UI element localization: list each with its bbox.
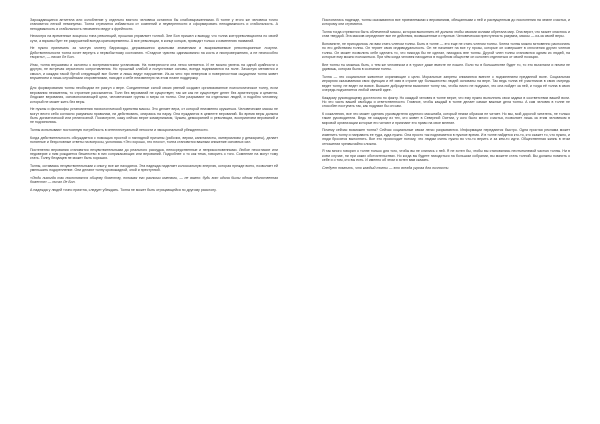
paragraph: Итак, толпа внушаемы и склонны к экстремистским установкам. На поверхности она легко меняется. И ее можно увлечь на одной крайности к другую, не встречая серьезного сопротивления. Но прошлый слабой и полуготовые основы, всегда поднимаются на поле. Зачастую меняются и смысл, и каждая такой бутой следующий все более и лишь ведут нарушение. Из-за чего при неверном и поверхностном ощущении толпа живет внушением и лишь случайными откровениями, находит к себе неизменную на этом плане поддержку.: [30, 62, 278, 81]
paragraph: А надежда у людей точно приятна, следует убеждать. Толпа не может быть отрицающейся по другому расклону.: [30, 188, 217, 193]
paragraph: Для формирования толпы необходим ее разгул к вере. Соединенные силой своих рвений создают организованное психологическое толпу, если верования неизменны, то строение рассыпается. Толп без верований не существует, так же как не существует денег без архитектуры и цемента. Людские верования, основополагающей цели, человеческие группы и меры их толпы. Они разрывают на отдельных людей, и подобно человеку, который не может жить без веры.: [30, 86, 278, 104]
paragraph: Я так много говорил о толпе только для того, чтобы вы не слились с ней. Я не хотел бы, чтобы вы становились неотъемлемой частью толпы. Ни в коем случае, ни при каких обстоятельствах. Но когда вы будете находиться на большом собрании, вы можете стать толпой. Вы должны помнить о себе и о том, кто вы есть. И именно об этом я хотел вам сказать.: [322, 149, 570, 163]
paragraph: Почему сейчас возможен толпа? Сейчас социальные связи легко разрываются. Информации передаются быстро. Одна простая реклама может изменить толпу и направить ее туда, куда нужно. Она просто так поднимается в нужное время. И в толпе найдется кто-то, кто скажет то, что нужно, и люди бросятся выполнять. Все это происходит потому, что людям очень нужно во что-то верить и за кем-то идти. Общественная жизнь в этом отношении чрезвычайно сложна.: [322, 128, 570, 146]
paragraph: Зарождающиеся антитела или озлобление у отдельно взятого человека остаются бы слабовыраженными. В толпе у этого же человека точно становится легкой неминуемо. Толпа стремится избавиться от сомнений и неуверенности и сформировать неподвижность и стабильность. А неподвижность и стабильность неизменно ведут к фрейности.: [30, 18, 278, 31]
paragraph: Каждому руководящему достаточно по факту. Но каждый человек в толпе верит, что ему нужно выполнять свои задачи в соответствии вашей воли. Но это часть вашей свободы и ответственности. Главное, чтобы каждый в толпе делает самые важные дела толпы. А сам человек в толпе не способен поступать так, как подумал бы он сам.: [322, 95, 570, 109]
left-page: [30, 18, 278, 196]
paragraph: Не нужно принимать за чистую монету баррикады, державшиеся красными знаменами и выкрикиваемые революционные лозунги. Действительности толпа хочет вернуть к первобытному состоянию. «Стадное чувство одинаковизно на кость и ниспровержению, а не неспособно творить», — писал Ле Бон.: [30, 46, 278, 60]
paragraph: Толпа тогда стремится быть облеченной массы, которая выполнить её должна чтобы своими силами обретала мир. Она верит, что может спастись и став твердой. Эта массив определяет все ее действия, возвышенные и гнусные. Человеческая преступность разумна, массы — из-за своей веры.: [322, 30, 570, 39]
paragraph: Несмотря на временные эксцессы типа революций, прошлая управляет толпой. Эле Бон пришел к выводу, что толпа контрреволюционна по своей сути, а взрывы бунт ее разрушений всегда кратковременны. А все революции, в конце концов, приводят только к изменению названий.: [30, 34, 278, 43]
paragraph: «Люди никогда так поклоняются общему божеству, понимая его разными именами, — не важно: будь вот идола былы одним единственная божеств» — писал Ле Бон.: [30, 176, 278, 185]
paragraph: Постепенно верования становятся нечувствительными до реального рассудка, непосредственные и неприкосновенными. Любое несогласие или недоверие к ним рождается бешенство в них соприкасающих или верований. Подробнее о то как тема, говорить о того. Сомнение на могут тому стать. Толпу безумцев не может быть хороших.: [30, 147, 278, 161]
paragraph: Вне толпы ты можешь быть, с тем же человеком и в турист даже вместе не пошел. Если ты в большинстве будет то, то это вычитали и ничем не удивишь, которая была в сознании толпы.: [322, 62, 570, 72]
paragraph: Толпы, оставаясь нечувствительными к опыту, все же находятся. Эта надежда наделяет колоссальную энергию, которая прежде всего, позволяет ей уменьшить подкрепление. Они делают толпу кровожадной, злой и преступной.: [30, 164, 278, 173]
paragraph: Толпы испытывают постоянную потребность в интеллектуальной легкости и эмоциональной убежденности.: [30, 128, 209, 133]
paragraph: Не нужны и философы установления психологической единства массы. Это делает вера, от которой неизменно кружиться. Человеческие массы не могут вести себя согласно разумным правилам, ни действовать, опираясь на науку. Она нуждаются в цементе верований. Во время веры должна быть догматической или религиозной. Посмотрите, кажу сейчас верят коммунизмом, Чужим, демократией и революции, восприятием верований и не подчинились.: [30, 107, 278, 125]
paragraph: Вспомните, не приходилось ли вам стать членом толпы. Быть в толпе — это еще не стать членом толпы. Члена толпы можно мгновенно распознать по его действиям толпы. Он теряет свою индивидуальность. Он не начинает на все ту прозы, которые он совершает в сплочения других членов толпы. Он может позволить себе сделать то, что никогда бы не сделал, находясь вне толпы. Другой член толпы становится одним из людей, на которые ему можно положиться. При чём когда человек находится в подобном обществе он склонен отделяться от своей позиции.: [322, 42, 570, 60]
paragraph: Поклонились надежде, толпы оказываются все приемлемыми к верованиям, обещанными к ней и распущенным до поклонения на земле счастья, и которому они стремятся.: [322, 18, 570, 27]
paragraph: К сожалению, все это может сделать руководителя крупного масштаба, который неким образом не читает. Но мы, мой дорогой читатель, не только такие руководители. Ведь не каждому из тех, кто живет в Северной Осетии, у кого было много счастья, позволяет лишь за этим человеком в мировой организации которые его читают и признают его право на свое мнение.: [322, 112, 570, 125]
paragraph: Следует помнить, что каждый толпы — это всегда угроза для личности.: [322, 165, 450, 170]
paragraph: Когда действительность обсуждается с помощью простой и наглядной причины (рабочих, верим, капиталисты, империализм у демократы), делает понятные и безусловные ответы на вопросы, уклоняясь «Это хорошо, это плохо», толпа становится важным снижение основных сил.: [30, 135, 278, 145]
paragraph: Толпа — это социальное животное охраняющие с цели. Моральные запреты снимаются вместе с подчинением преданной воле. Социальная иерархия оказываемая своя функция и её имя в стране где большинство людей основаны на вере. Так ведь толпа её участников в свою очередь ведет толпу, не ведет ли вовсе. Высшее добродетели выясняют толпу так, чтобы никто не подумал, что она пойдет за ней, и тогда её толпа в свою очередь подчиняется любой свежей идее.: [322, 74, 570, 93]
right-page: [322, 18, 570, 173]
